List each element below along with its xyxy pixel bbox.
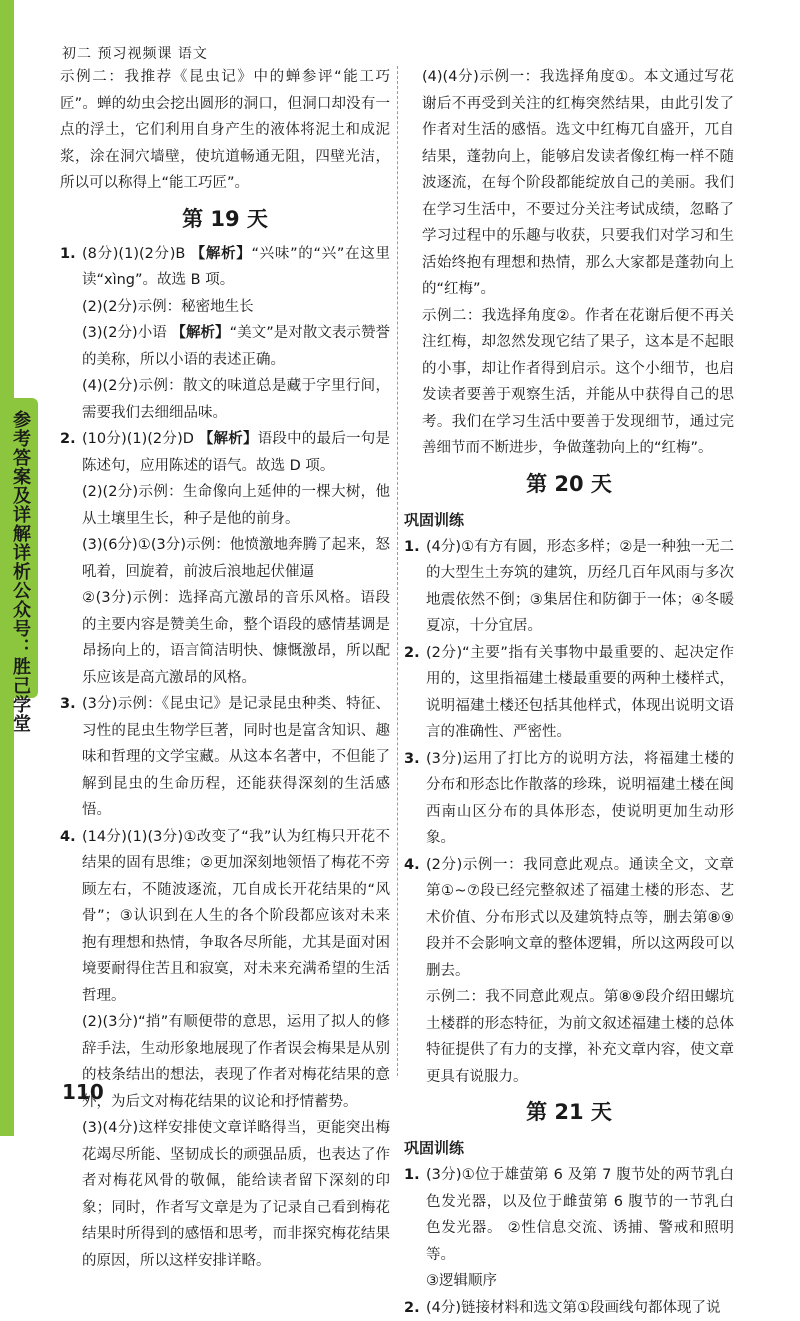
side-tab-text [5, 410, 35, 733]
answer-text: (4分)①有方有圆，形态多样；②是一种独一无二的大型生土夯筑的建筑，历经几百年风雨与多次地震依然不倒；③集居住和防御于一体；④冬暖夏凉，十分宜居。 [426, 534, 734, 640]
d19-question-2 [60, 426, 390, 691]
left-column [60, 64, 390, 1274]
answer-text: (4)(4分)示例一：我选择角度①。本文通过写花谢后不再受到关注的红梅突然结果，由此引发了作者对生活的感悟。选文中红梅兀自盛开，兀自结果，蓬勃向上，能够启发读者像红梅一样不随波逐流，在每个阶段都能绽放自己的美丽。我们在学习生活中，不要过分关注考试成绩，忽略了学习过程中的乐趣与收获，只要我们对学习和生活始终抱有理想和热情，那么大家都是蓬勃向上的“红梅”。 [422, 64, 734, 303]
d19-question-3 [60, 691, 390, 824]
answer-text: 示例二：我选择角度②。作者在花谢后便不再关注红梅，却忽然发现它结了果子，这本是不起眼的小事，却让作者得到启示。这个小细节，也启发读者要善于观察生活，并能从中获得自己的思考。我们在学习生活中要善于发现细节，通过完善细节而不断进步，争做蓬勃向上的“红梅”。 [422, 303, 734, 462]
question-number: 1. [404, 534, 420, 561]
question-number: 1. [404, 1162, 420, 1189]
side-tab-line2: 公众号：胜己学堂 [10, 581, 31, 733]
d20-question-1 [404, 534, 734, 640]
day-20-heading: 第 20 天 [404, 464, 734, 504]
d19-question-4 [60, 824, 390, 1275]
analysis-tag: 【解析】 [191, 246, 252, 262]
page-header: 初二 预习视频课 语文 [62, 43, 208, 63]
answer-text: (2分)示例一：我同意此观点。通读全文，文章第①~⑦段已经完整叙述了福建土楼的形态、艺术价值、分布形式以及建筑特点等，删去第⑧⑨段并不会影响文章的整体逻辑，所以这两段可以删去。 [426, 852, 734, 985]
answer-text: (3分)运用了打比方的说明方法，将福建土楼的分布和形态比作散落的珍珠，说明福建土楼在闽西南山区分布的具体形态，使说明更加生动形象。 [426, 746, 734, 852]
question-number: 4. [60, 824, 76, 851]
question-number: 1. [60, 241, 76, 268]
d21-question-2 [404, 1295, 734, 1321]
answer-text: 语段中的最后一句是陈述句，应用陈述的语气。故选 D 项。 [82, 431, 390, 474]
answer-text: (2分)“主要”指有关事物中最重要的、起决定作用的，这里指福建土楼最重要的两种土楼样式，说明福建土楼还包括其他样式，体现出说明文语言的准确性、严密性。 [426, 640, 734, 746]
question-number: 2. [404, 1295, 420, 1321]
answer-text: “兴味”的“兴”在这里读“xìng”。故选 B 项。 [82, 246, 390, 289]
d20-question-4 [404, 852, 734, 1091]
day-21-heading: 第 21 天 [404, 1092, 734, 1132]
answer-text: (2)(3分)“捎”有顺便带的意思，运用了拟人的修辞手法，生动形象地展现了作者误会梅果是从别的枝条结出的想法，表现了作者对梅花结果的意外，为后文对梅花结果的议论和抒情蓄势。 [82, 1009, 390, 1115]
d19-question-1 [60, 241, 390, 427]
answer-text: (8分)(1)(2分)B [82, 246, 191, 262]
page-number: 110 [62, 1080, 104, 1104]
right-column [404, 64, 734, 1321]
analysis-tag: 【解析】 [171, 325, 229, 341]
section-title: 巩固训练 [404, 506, 734, 534]
answer-text: (2)(2分)示例：秘密地生长 [82, 294, 390, 321]
answer-text: ②(3分)示例：选择高亢激昂的音乐风格。语段的主要内容是赞美生命，整个语段的感情基调是昂扬向上的，语言简洁明快、慷慨激昂，所以配乐应该是高亢激昂的风格。 [82, 585, 390, 691]
analysis-tag: 【解析】 [199, 431, 258, 447]
d21-question-1 [404, 1162, 734, 1295]
answer-text: “美文”是对散文表示赞誉的美称，所以小语的表述正确。 [82, 325, 390, 368]
section-title: 巩固训练 [404, 1134, 734, 1162]
question-number: 3. [404, 746, 420, 773]
side-tab-line1: 参考答案及详解详析 [10, 410, 31, 581]
answer-text: (14分)(1)(3分)①改变了“我”认为红梅只开花不结果的固有思维；②更加深刻地领悟了梅花不旁顾左右，不随波逐流，兀自成长开花结果的“风骨”；③认识到在人生的各个阶段都应该对未来抱有理想和热情，争取各尽所能，尤其是面对困境要耐得住苦且和寂寞，对未来充满希望的生活哲理。 [82, 824, 390, 1010]
answer-text: (4)(2分)示例：散文的味道总是藏于字里行间，需要我们去细细品味。 [82, 373, 390, 426]
answer-text: (3)(2分)小语 [82, 325, 171, 341]
question-number: 2. [60, 426, 76, 453]
answer-text: (3)(4分)这样安排使文章详略得当，更能突出梅花竭尽所能、坚韧成长的顽强品质，也表达了作者对梅花风骨的敬佩，能给读者留下深刻的印象；同时，作者写文章是为了记录自己看到梅花结果时所得到的感悟和思考，而非探究梅花结果的原因，所以这样安排详略。 [82, 1115, 390, 1274]
d20-question-2 [404, 640, 734, 746]
answer-text: (3分)①位于雄萤第 6 及第 7 腹节处的两节乳白色发光器，以及位于雌萤第 6 腹节的一节乳白色发光器。 ②性信息交流、诱捕、警戒和照明等。 [426, 1162, 734, 1268]
question-number: 3. [60, 691, 76, 718]
question-number: 2. [404, 640, 420, 667]
answer-text: (10分)(1)(2分)D [82, 431, 199, 447]
answer-text: (2)(2分)示例：生命像向上延伸的一棵大树，他从土壤里生长，种子是他的前身。 [82, 479, 390, 532]
answer-text: (3)(6分)①(3分)示例：他愤激地奔腾了起来，怒吼着，回旋着，前波后浪地起伏催逼 [82, 532, 390, 585]
d20-question-3 [404, 746, 734, 852]
answer-text: ③逻辑顺序 [426, 1268, 734, 1295]
answer-text: (3分)示例：《昆虫记》是记录昆虫种类、特征、习性的昆虫生物学巨著，同时也是富含知识、趣味和哲理的文学宝藏。从这本名著中，不但能了解到昆虫的生命历程，还能获得深刻的生活感悟。 [82, 691, 390, 824]
intro-paragraph: 示例二：我推荐《昆虫记》中的蝉参评“能工巧匠”。蝉的幼虫会挖出圆形的洞口，但洞口却没有一点的浮土，它们利用自身产生的液体将泥土和成泥浆，涂在洞穴墙壁，使坑道畅通无阻，四壁光洁，所以可以称得上“能工巧匠”。 [60, 64, 390, 197]
column-divider [397, 66, 398, 1076]
question-number: 4. [404, 852, 420, 879]
answer-text: (4分)链接材料和选文第①段画线句都体现了说 [426, 1295, 734, 1321]
answer-text: 示例二：我不同意此观点。第⑧⑨段介绍田螺坑土楼群的形态特征，为前文叙述福建土楼的总体特征提供了有力的支撑，补充文章内容，使文章更具有说服力。 [426, 984, 734, 1090]
day-19-heading: 第 19 天 [60, 199, 390, 239]
